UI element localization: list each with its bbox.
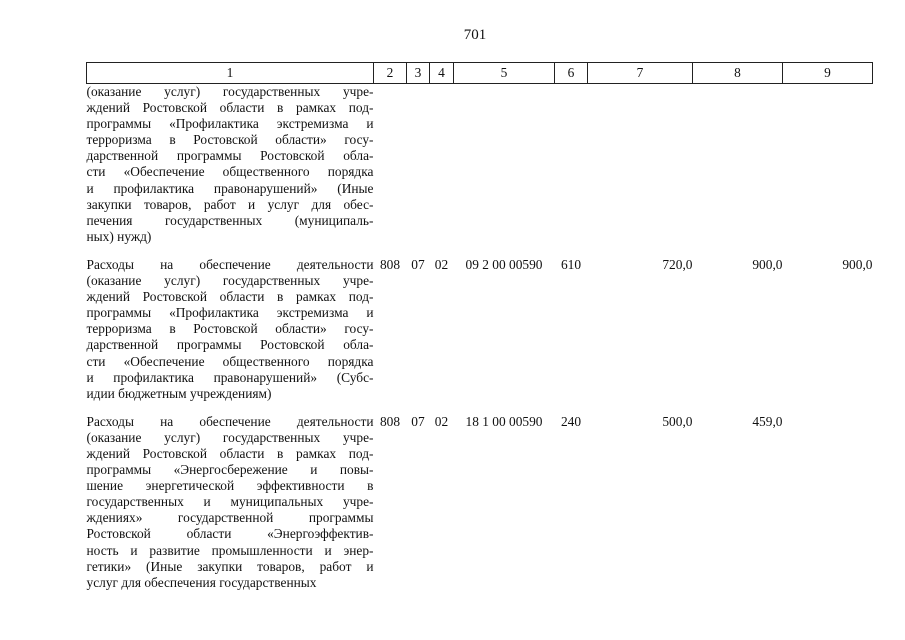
cell-ministry: 808 <box>379 256 401 272</box>
cell-expense-type: 610 <box>560 256 582 272</box>
cell-ministry: 808 <box>379 413 401 429</box>
col-header-9: 9 <box>783 63 873 84</box>
cell-target-article: 09 2 00 00590 <box>465 256 543 272</box>
table-row <box>87 414 873 591</box>
col-header-1: 1 <box>87 63 374 84</box>
col-header-6: 6 <box>555 63 588 84</box>
description-line: ность и развитие промышленности и энер- <box>86 542 374 558</box>
description-line: Расходы на обеспечение деятельности <box>86 413 374 429</box>
description-line: ждений Ростовской области в рамках под- <box>86 445 374 461</box>
description-line: сти «Обеспечение общественного порядка <box>86 353 374 369</box>
row-description <box>87 257 374 402</box>
cell-amount-year-1 <box>588 84 693 245</box>
cell-section: 07 <box>411 413 425 429</box>
description-line: государственных и муниципальных учре- <box>86 494 374 510</box>
cell-amount-year-3 <box>783 414 873 591</box>
cell-amount-year-2: 900,0 <box>752 256 783 272</box>
description-line: программы «Профилактика экстремизма и <box>86 116 374 132</box>
col-header-5: 5 <box>454 63 555 84</box>
description-line: закупки товаров, работ и услуг для обес- <box>86 196 374 212</box>
cell-amount-year-2: 459,0 <box>752 413 783 429</box>
cell-amount-year-1: 720,0 <box>662 256 693 272</box>
description-line: шение энергетической эффективности в <box>86 478 374 494</box>
description-line: идии бюджетным учреждениям) <box>86 385 272 401</box>
cell-amount-year-3: 900,0 <box>842 256 873 272</box>
description-line: сти «Обеспечение общественного порядка <box>86 164 374 180</box>
cell-subsection: 02 <box>434 256 449 272</box>
description-line: (оказание услуг) государственных учре- <box>86 273 374 289</box>
description-line: программы «Профилактика экстремизма и <box>86 305 374 321</box>
description-line: ных) нужд) <box>86 228 152 244</box>
page-number: 701 <box>463 27 487 43</box>
budget-table <box>86 62 873 591</box>
description-line: ждений Ростовской области в рамках под- <box>86 100 374 116</box>
table-row <box>87 84 873 245</box>
cell-amount-year-1: 500,0 <box>662 413 693 429</box>
cell-subsection: 02 <box>434 413 449 429</box>
cell-expense-type: 240 <box>560 413 582 429</box>
description-line: дарственной программы Ростовской обла- <box>86 148 374 164</box>
cell-subsection <box>430 84 454 245</box>
description-line: гетики» (Иные закупки товаров, работ и <box>86 558 374 574</box>
cell-ministry <box>374 84 407 245</box>
cell-section: 07 <box>411 256 425 272</box>
description-line: и профилактика правонарушений» (Субс- <box>86 369 374 385</box>
col-header-2: 2 <box>374 63 407 84</box>
col-header-7: 7 <box>588 63 693 84</box>
description-line: дарственной программы Ростовской обла- <box>86 337 374 353</box>
description-line: ждений Ростовской области в рамках под- <box>86 289 374 305</box>
description-line: услуг для обеспечения государственных <box>86 574 317 590</box>
description-line: терроризма в Ростовской области» госу- <box>86 132 374 148</box>
description-line: и профилактика правонарушений» (Иные <box>86 180 374 196</box>
col-header-8: 8 <box>693 63 783 84</box>
description-line: программы «Энергосбережение и повы- <box>86 462 374 478</box>
cell-target-article: 18 1 00 00590 <box>465 413 543 429</box>
table-body <box>87 84 873 591</box>
cell-amount-year-3 <box>783 84 873 245</box>
description-line: Расходы на обеспечение деятельности <box>86 256 374 272</box>
description-line: ждениях» государственной программы <box>86 510 374 526</box>
description-line: терроризма в Ростовской области» госу- <box>86 321 374 337</box>
table-row <box>87 257 873 402</box>
col-header-3: 3 <box>407 63 430 84</box>
description-line: (оказание услуг) государственных учре- <box>86 84 374 99</box>
cell-expense-type <box>555 84 588 245</box>
description-line: печения государственных (муниципаль- <box>86 212 374 228</box>
cell-amount-year-2 <box>693 84 783 245</box>
cell-section <box>407 84 430 245</box>
row-description <box>87 84 374 245</box>
row-gap <box>87 402 873 414</box>
cell-target-article <box>454 84 555 245</box>
row-description <box>87 414 374 591</box>
description-line: (оказание услуг) государственных учре- <box>86 429 374 445</box>
col-header-4: 4 <box>430 63 454 84</box>
table-header-row <box>87 63 873 84</box>
row-gap <box>87 245 873 257</box>
description-line: Ростовской области «Энергоэффектив- <box>86 526 374 542</box>
